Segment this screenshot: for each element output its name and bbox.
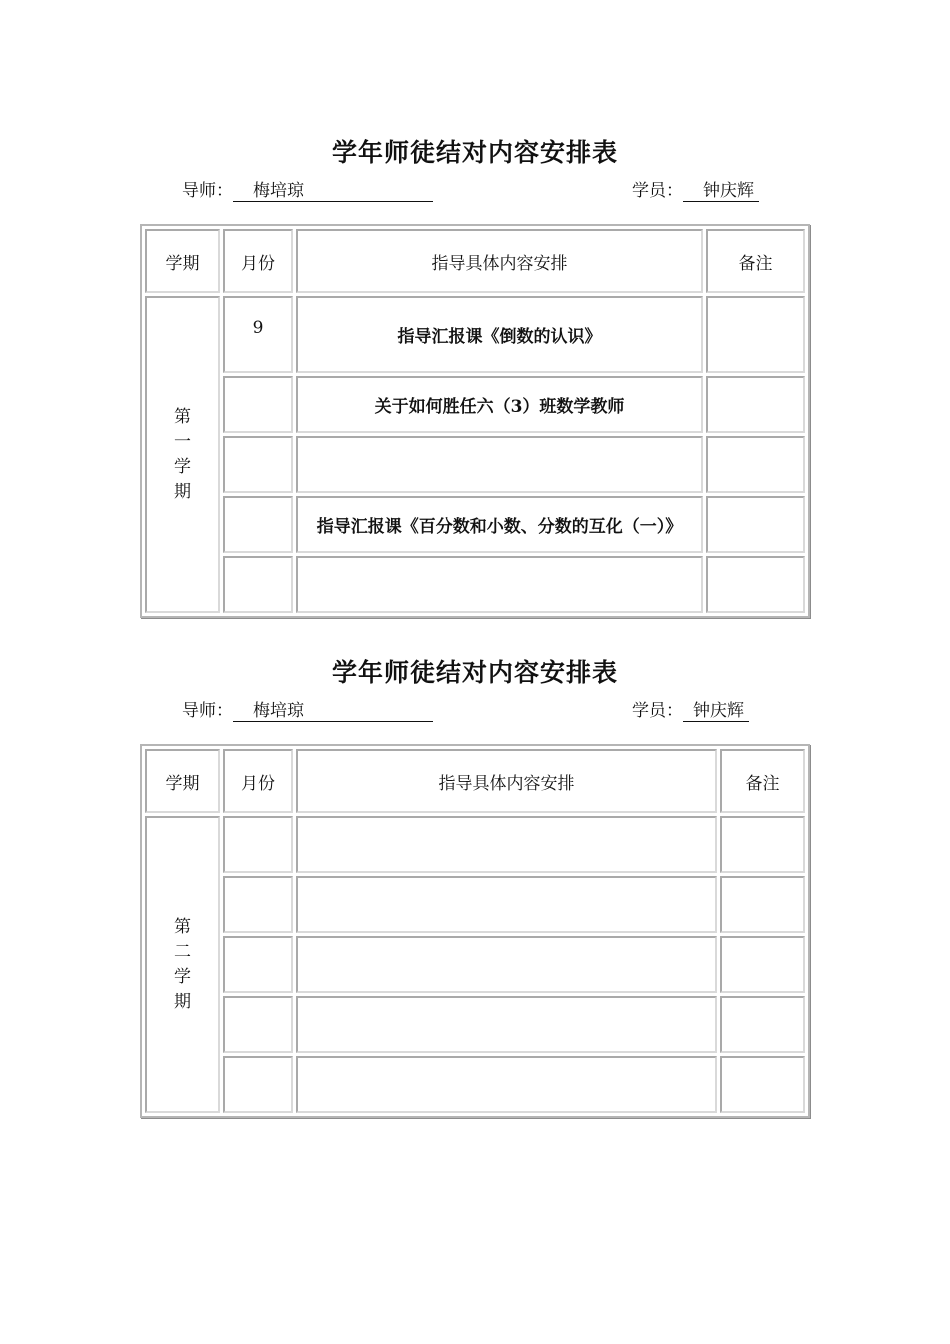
header-month: 月份 — [223, 229, 293, 293]
month-cell — [223, 876, 293, 933]
student-label: 学员： — [632, 181, 683, 201]
header-month: 月份 — [223, 749, 293, 813]
mentor-line-2 — [182, 696, 433, 722]
table-header-row — [145, 749, 805, 813]
mentor-name: 梅培琼 — [233, 701, 433, 722]
term-char: 第 — [174, 406, 191, 427]
remark-cell — [706, 556, 805, 613]
content-cell — [296, 556, 703, 613]
header-remark: 备注 — [706, 229, 805, 293]
remark-cell — [720, 816, 805, 873]
remark-cell — [706, 296, 805, 373]
term-char: 一 — [174, 431, 191, 452]
term-cell — [145, 296, 220, 613]
content-cell: 指导汇报课《倒数的认识》 — [296, 296, 703, 373]
term-char: 学 — [174, 966, 191, 987]
term-cell — [145, 816, 220, 1113]
table-1-title: 学年师徒结对内容安排表 — [331, 138, 618, 167]
month-cell — [223, 496, 293, 553]
student-name: 钟庆辉 — [683, 701, 749, 722]
table-row — [145, 376, 805, 433]
mentor-name: 梅培琼 — [233, 181, 433, 202]
table-row — [145, 876, 805, 933]
term-char: 学 — [174, 456, 191, 477]
term-char: 期 — [174, 481, 191, 502]
header-remark: 备注 — [720, 749, 805, 813]
mentor-line-1 — [182, 176, 433, 202]
month-cell: 9 — [223, 296, 293, 373]
remark-cell — [706, 496, 805, 553]
header-term: 学期 — [145, 229, 220, 293]
student-line-2 — [632, 696, 749, 722]
mentor-label: 导师： — [182, 701, 233, 721]
term-char: 二 — [174, 941, 191, 962]
content-cell — [296, 876, 717, 933]
table-header-row — [145, 229, 805, 293]
schedule-table-2 — [140, 744, 810, 1118]
remark-cell — [720, 1056, 805, 1113]
month-cell — [223, 1056, 293, 1113]
content-cell: 关于如何胜任六（3）班数学教师 — [296, 376, 703, 433]
month-cell — [223, 816, 293, 873]
table-row — [145, 816, 805, 873]
table-row — [145, 296, 805, 373]
table-row — [145, 996, 805, 1053]
content-cell — [296, 1056, 717, 1113]
student-line-1 — [632, 176, 759, 202]
header-content: 指导具体内容安排 — [296, 229, 703, 293]
table-row — [145, 556, 805, 613]
remark-cell — [706, 376, 805, 433]
month-cell — [223, 996, 293, 1053]
content-cell — [296, 816, 717, 873]
mentor-label: 导师： — [182, 181, 233, 201]
table-row — [145, 1056, 805, 1113]
term-char: 期 — [174, 991, 191, 1012]
remark-cell — [720, 876, 805, 933]
content-cell — [296, 936, 717, 993]
month-cell — [223, 936, 293, 993]
header-term: 学期 — [145, 749, 220, 813]
remark-cell — [720, 936, 805, 993]
content-cell — [296, 996, 717, 1053]
student-name: 钟庆辉 — [683, 181, 759, 202]
content-cell — [296, 436, 703, 493]
term-char: 第 — [174, 916, 191, 937]
month-cell — [223, 556, 293, 613]
month-cell — [223, 436, 293, 493]
schedule-table-1 — [140, 224, 810, 618]
content-cell: 指导汇报课《百分数和小数、分数的互化（一）》 — [296, 496, 703, 553]
month-cell — [223, 376, 293, 433]
remark-cell — [720, 996, 805, 1053]
table-2-title: 学年师徒结对内容安排表 — [331, 658, 618, 687]
remark-cell — [706, 436, 805, 493]
table-row — [145, 496, 805, 553]
table-row — [145, 436, 805, 493]
header-content: 指导具体内容安排 — [296, 749, 717, 813]
student-label: 学员： — [632, 701, 683, 721]
table-row — [145, 936, 805, 993]
